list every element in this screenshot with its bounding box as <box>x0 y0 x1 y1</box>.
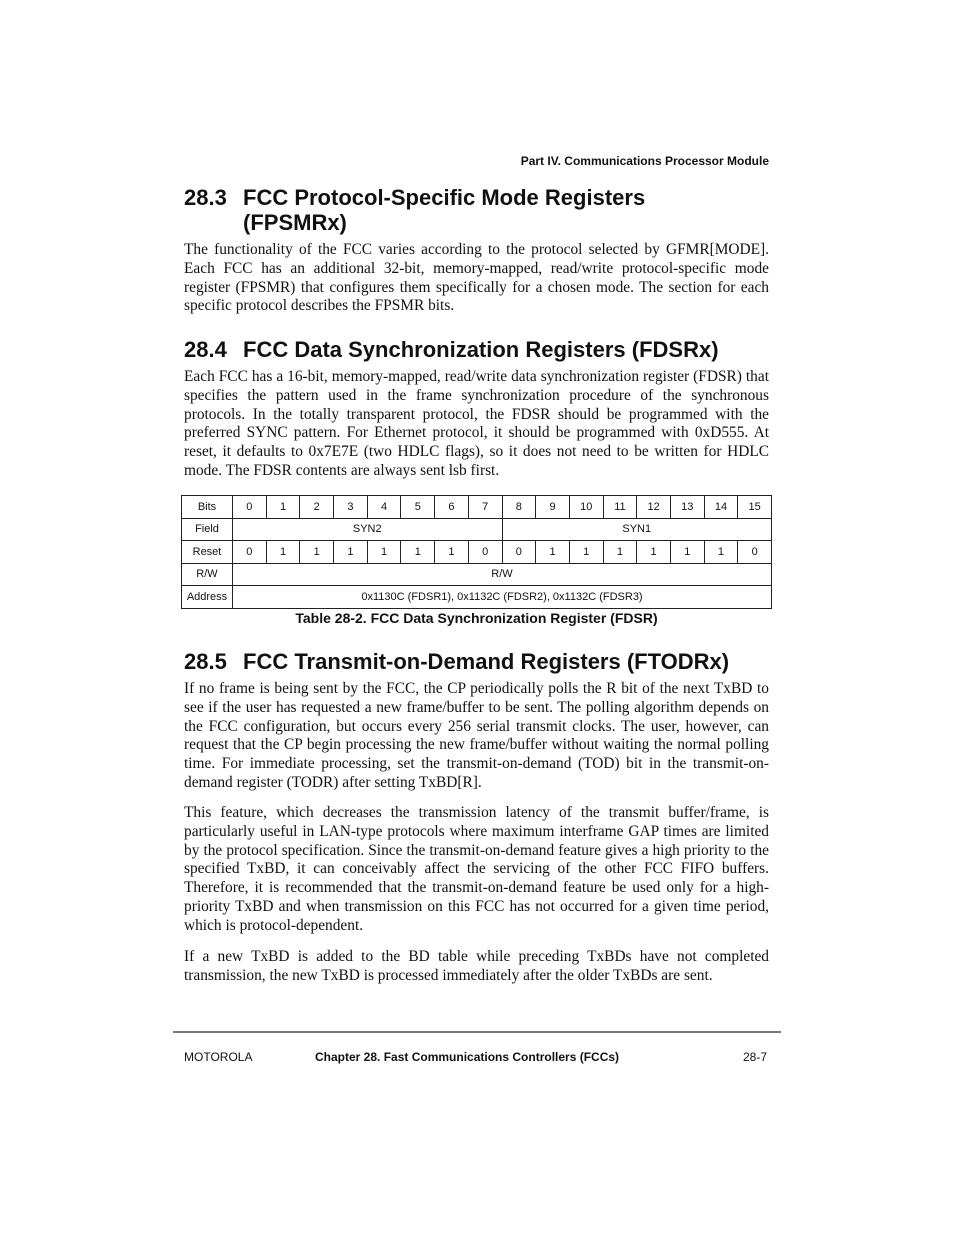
bit-cell: 14 <box>704 496 738 519</box>
table-row-rw <box>182 563 772 586</box>
fdsr-register-table <box>181 495 772 609</box>
bit-cell: 4 <box>367 496 401 519</box>
bit-cell: 8 <box>502 496 536 519</box>
footer-chapter: Chapter 28. Fast Communications Controllers (FCCs) <box>315 1050 620 1064</box>
reset-cell: 0 <box>738 541 772 564</box>
footer-rule <box>173 1031 781 1033</box>
row-label: Field <box>182 518 233 541</box>
footer-page-number: 28-7 <box>742 1050 767 1064</box>
bit-cell: 12 <box>637 496 671 519</box>
bit-cell: 10 <box>569 496 603 519</box>
table-caption: Table 28-2. FCC Data Synchronization Register (FDSR) <box>295 610 658 626</box>
bit-cell: 3 <box>334 496 368 519</box>
section-28-5-paragraph-2: This feature, which decreases the transmission latency of the transmit buffer/frame, is particularly useful in LAN-type protocols where maximum interframe GAP times are limited by the protocol specification. Since the transmit-on-demand feature gives a high priority to the specified TxBD, it can conceivably affect the servicing of the other FCC FIFO buffers. Therefore, it is recommended that the transmit-on-demand feature be used only for a high-priority TxBD and when transmission on this FCC has not occurred for a given time period, which is protocol-dependent. <box>184 804 769 934</box>
reset-cell: 1 <box>704 541 738 564</box>
address-value: 0x1130C (FDSR1), 0x1132C (FDSR2), 0x1132C (FDSR3) <box>233 586 772 609</box>
section-title: FCC Protocol-Specific Mode Registers <box>243 185 646 210</box>
reset-cell: 1 <box>536 541 570 564</box>
bit-cell: 5 <box>401 496 435 519</box>
section-28-4-paragraph: Each FCC has a 16-bit, memory-mapped, read/write data synchronization register (FDSR) that specifies the pattern used in the frame synchronization procedure of the synchronous protocols. In the totally transparent protocol, the FDSR should be programmed with the preferred SYNC pattern. For Ethernet protocol, it should be programmed with 0xD555. At reset, it defaults to 0x7E7E (two HDLC flags), so it does not need to be written for HDLC mode. The FDSR contents are always sent lsb first. <box>184 368 769 479</box>
section-number: 28.4 <box>184 337 227 362</box>
reset-cell: 1 <box>300 541 334 564</box>
reset-cell: 1 <box>637 541 671 564</box>
row-label: R/W <box>182 563 233 586</box>
bit-cell: 0 <box>233 496 267 519</box>
section-title-continued: (FPSMRx) <box>243 210 347 235</box>
reset-cell: 1 <box>435 541 469 564</box>
bit-cell: 1 <box>266 496 300 519</box>
bit-cell: 15 <box>738 496 772 519</box>
footer-left: MOTOROLA <box>184 1050 253 1064</box>
section-28-5-paragraph-3: If a new TxBD is added to the BD table while preceding TxBDs have not completed transmission, the new TxBD is processed immediately after the older TxBDs are sent. <box>184 948 769 984</box>
section-28-4-heading <box>184 337 719 362</box>
running-head: Part IV. Communications Processor Module <box>520 154 769 168</box>
field-syn1: SYN1 <box>502 518 772 541</box>
reset-cell: 1 <box>569 541 603 564</box>
reset-cell: 0 <box>233 541 267 564</box>
section-number: 28.3 <box>184 185 227 210</box>
bit-cell: 2 <box>300 496 334 519</box>
section-title: FCC Transmit-on-Demand Registers (FTODRx) <box>243 649 730 674</box>
reset-cell: 0 <box>502 541 536 564</box>
row-label: Bits <box>182 496 233 519</box>
reset-cell: 1 <box>603 541 637 564</box>
bit-cell: 6 <box>435 496 469 519</box>
bit-cell: 9 <box>536 496 570 519</box>
section-title: FCC Data Synchronization Registers (FDSRx) <box>243 337 719 362</box>
bit-cell: 7 <box>468 496 502 519</box>
reset-cell: 1 <box>266 541 300 564</box>
row-label: Address <box>182 586 233 609</box>
rw-value: R/W <box>233 563 772 586</box>
table-row-bits <box>182 496 772 519</box>
section-number: 28.5 <box>184 649 227 674</box>
field-syn2: SYN2 <box>233 518 503 541</box>
bit-cell: 13 <box>670 496 704 519</box>
section-28-3-heading <box>184 185 645 235</box>
bit-cell: 11 <box>603 496 637 519</box>
reset-cell: 1 <box>367 541 401 564</box>
reset-cell: 1 <box>401 541 435 564</box>
section-28-5-paragraph-1: If no frame is being sent by the FCC, the CP periodically polls the R bit of the next TxBD to see if the user has requested a new frame/buffer to be sent. The polling algorithm depends on the FCC configuration, but occurs every 256 serial transmit clocks. The user, however, can request that the CP begin processing the new frame/buffer without waiting the normal polling time. For immediate processing, set the transmit-on-demand (TOD) bit in the transmit-on-demand register (TODR) after setting TxBD[R]. <box>184 680 769 791</box>
reset-cell: 0 <box>468 541 502 564</box>
table-row-field <box>182 518 772 541</box>
section-28-3-paragraph: The functionality of the FCC varies according to the protocol selected by GFMR[MODE]. Each FCC has an additional 32-bit, memory-mapped, read/write protocol-specific mode register (FPSMR) that configures them specifically for a chosen mode. The section for each specific protocol describes the FPSMR bits. <box>184 241 769 315</box>
section-28-5-heading <box>184 649 729 674</box>
table-row-address <box>182 586 772 609</box>
table-row-reset <box>182 541 772 564</box>
reset-cell: 1 <box>670 541 704 564</box>
reset-cell: 1 <box>334 541 368 564</box>
row-label: Reset <box>182 541 233 564</box>
